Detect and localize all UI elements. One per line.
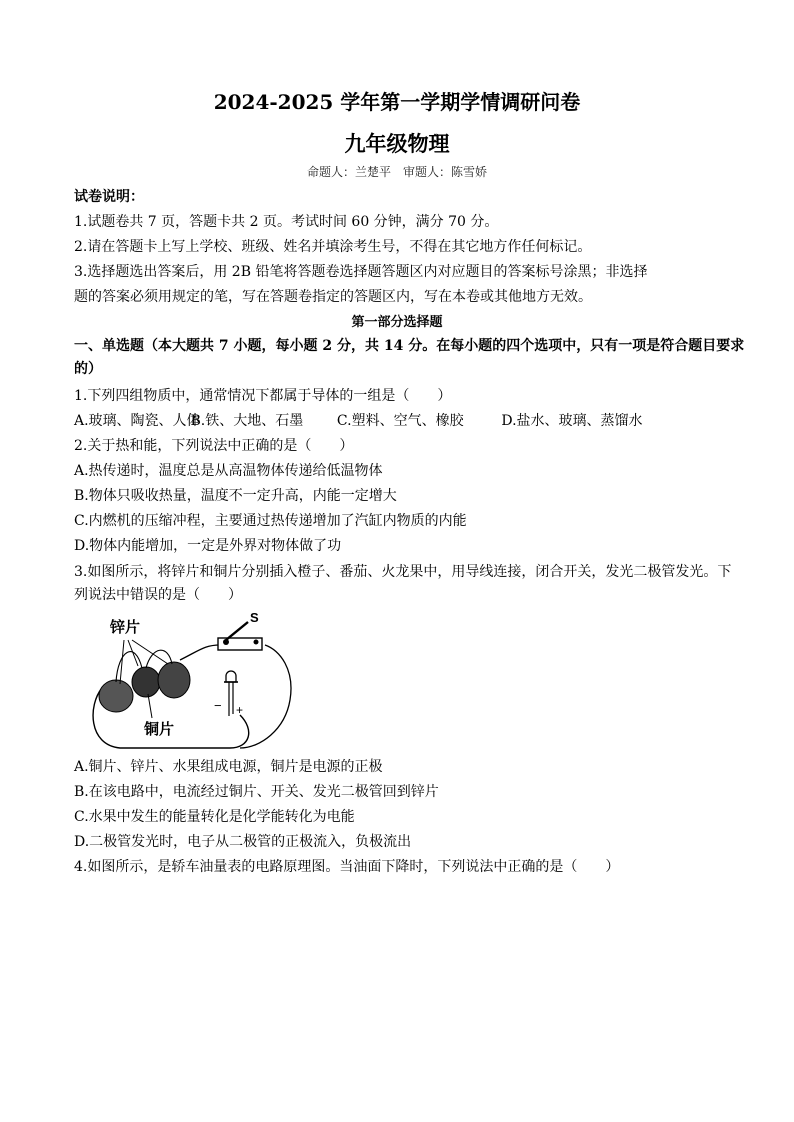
q2-option-a: A.热传递时，温度总是从高温物体传递给低温物体 xyxy=(74,463,383,479)
q3-stem-line1: 3.如图所示，将锌片和铜片分别插入橙子、番茄、火龙果中，用导线连接，闭合开关，发光二极管发光。下 xyxy=(74,564,732,580)
zinc-label: 锌片 xyxy=(110,618,141,636)
instructions-heading: 试卷说明： xyxy=(74,189,144,205)
orange-fruit xyxy=(99,680,133,712)
q3-option-b: B.在该电路中，电流经过铜片、开关、发光二极管回到锌片 xyxy=(74,784,439,800)
section1-heading-cont: 的） xyxy=(74,361,102,377)
switch-icon xyxy=(218,622,262,650)
zinc-pointer-3 xyxy=(132,640,168,664)
q2-option-b: B.物体只吸收热量，温度不一定升高，内能一定增大 xyxy=(74,488,397,504)
switch-label: S xyxy=(250,610,259,625)
q3-option-c: C.水果中发生的能量转化是化学能转化为电能 xyxy=(74,809,355,825)
q1-stem: 1.下列四组物质中，通常情况下都属于导体的一组是（ ） xyxy=(74,388,452,404)
q1-option-d: D.盐水、玻璃、蒸馏水 xyxy=(501,413,643,429)
led-plus-label: + xyxy=(236,703,244,717)
exam-title: 2024-2025 学年第一学期学情调研问卷 xyxy=(213,90,581,114)
wire-from-switch xyxy=(240,645,291,748)
instruction-item-2: 2.请在答题卡上写上学校、班级、姓名并填涂考生号，不得在其它地方作任何标记。 xyxy=(74,239,592,255)
q1-option-c: C.塑料、空气、橡胶 xyxy=(336,413,464,429)
authors-line: 命题人：兰楚平 审题人：陈雪娇 xyxy=(306,165,487,179)
q3-stem-line2: 列说法中错误的是（ ） xyxy=(74,587,242,603)
zinc-pointer-2 xyxy=(128,640,138,666)
q2-stem: 2.关于热和能，下列说法中正确的是（ ） xyxy=(74,438,354,454)
copper-pointer xyxy=(148,694,152,718)
fruit-battery-circuit-figure xyxy=(80,610,300,752)
q1-option-b: B.铁、大地、石墨 xyxy=(190,413,304,429)
q1-options xyxy=(74,411,724,431)
subject-title: 九年级物理 xyxy=(344,131,450,156)
wire-to-switch xyxy=(180,645,220,660)
q3-option-a: A.铜片、锌片、水果组成电源，铜片是电源的正极 xyxy=(74,759,383,775)
q2-option-c: C.内燃机的压缩冲程，主要通过热传递增加了汽缸内物质的内能 xyxy=(74,513,467,529)
instruction-item-1: 1.试题卷共 7 页，答题卡共 2 页。考试时间 60 分钟，满分 70 分。 xyxy=(74,214,499,230)
q4-stem: 4.如图所示，是轿车油量表的电路原理图。当油面下降时，下列说法中正确的是（ ） xyxy=(74,859,620,875)
led-minus-label: − xyxy=(214,698,222,713)
q3-option-d: D.二极管发光时，电子从二极管的正极流入，负极流出 xyxy=(74,834,412,850)
part1-heading: 第一部分选择题 xyxy=(351,315,443,330)
q1-option-a: A.玻璃、陶瓷、人体 xyxy=(74,413,201,429)
tomato-fruit xyxy=(132,667,160,697)
section1-heading: 一、单选题（本大题共 7 小题，每小题 2 分，共 14 分。在每小题的四个选项中，只有一项是符合题目要求 xyxy=(74,338,745,354)
q2-option-d: D.物体内能增加，一定是外界对物体做了功 xyxy=(74,538,342,554)
instruction-item-3-cont: 题的答案必须用规定的笔，写在答题卷指定的答题区内，写在本卷或其他地方无效。 xyxy=(74,289,592,305)
copper-label: 铜片 xyxy=(144,720,175,738)
dragon-fruit xyxy=(158,662,190,698)
instruction-item-3: 3.选择题选出答案后，用 2B 铅笔将答题卷选择题答题区内对应题目的答案标号涂黑；非选择 xyxy=(74,264,648,280)
